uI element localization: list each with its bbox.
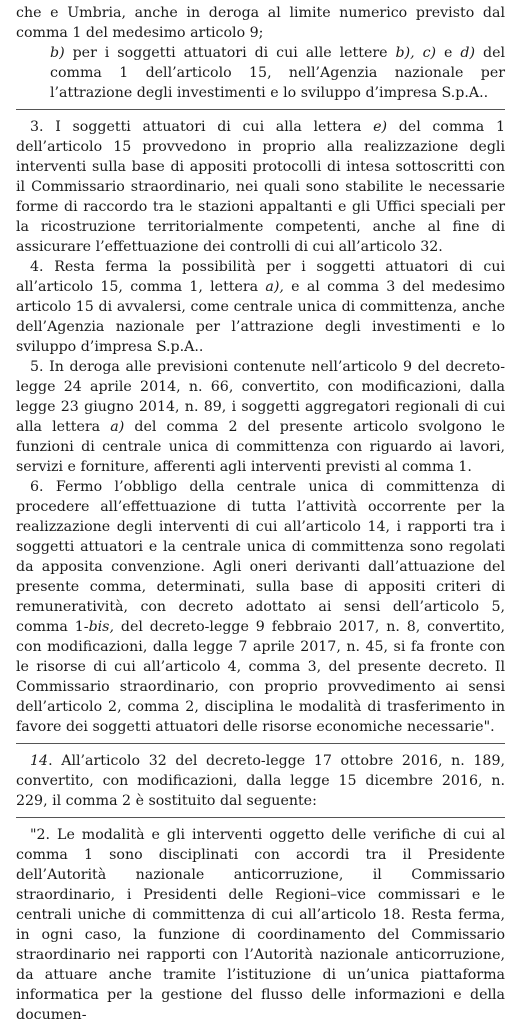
paragraph-6 [16, 477, 505, 737]
p5-text-a: 5. In deroga alle previsioni contenute nell’articolo 9 del decreto-legge 24 aprile 2014, n. 66, convertito, con modificazioni, dalla legge 23 giugno 2014, n. 89, i soggetti aggregatori regionali di cui alla lettera [16, 359, 505, 435]
p4-text-a: 4. Resta ferma la possibilità per i soggetti attuatori di cui all’articolo 15, comma 1, lettera [16, 259, 505, 295]
top-section [16, 3, 505, 103]
p6-text-a: 6. Fermo l’obbligo della centrale unica di committenza di procedere all’effettuazione di tutta l’attività occorrente per la realizzazione degli interventi di cui all’articolo 14, i rapporti tra i soggetti attuatori e la centrale unica di committenza sono regolati da apposita convenzione. Agli oneri derivanti dall’attuazione del presente comma, determinati, sulla base di appositi criteri di remuneratività, con decreto adottato ai sensi dell’articolo 5, comma 1- [16, 479, 505, 635]
p3-text-a: 3. I soggetti attuatori di cui alla lettera [30, 119, 374, 135]
paragraph-3 [16, 117, 505, 257]
p14-number: 14 [30, 753, 49, 769]
p5-letter: a) [110, 419, 125, 435]
item-b-rest: del comma 1 dell’articolo 15, nell’Agenzia nazionale per l’attrazione degli investimenti e lo sviluppo d’impresa S.p.A.. [50, 45, 506, 101]
section-divider [16, 109, 505, 110]
section-divider-2 [16, 743, 505, 744]
p6-bis: bis, [88, 619, 114, 635]
paragraph-5 [16, 357, 505, 477]
p5-text-b: del comma 2 del presente articolo svolgono le funzioni di centrale unica di committenza con riguardo ai lavori, servizi e forniture, afferenti agli interventi previsti al comma 1. [16, 419, 505, 475]
item-b-and: e [436, 45, 461, 61]
item-b-label: b) [50, 45, 65, 61]
item-b-letters: b), c) [395, 45, 437, 61]
p14-text: . All’articolo 32 del decreto-legge 17 ottobre 2016, n. 189, convertito, con modificazioni, dalla legge 15 dicembre 2016, n. 229, il comma 2 è sostituito dal seguente: [16, 753, 505, 809]
p3-letter: e) [373, 119, 388, 135]
item-b-letter-d: d) [460, 45, 476, 61]
continuation-text: che e Umbria, anche in deroga al limite numerico previsto dal comma 1 del medesimo articolo 9; [16, 5, 505, 41]
quoted-comma-2: "2. Le modalità e gli interventi oggetto delle verifiche di cui al comma 1 sono disciplinati con accordi tra il Presidente dell’Autorità nazionale anticorruzione, il Commissario straordinario, i Presidenti delle Regioni–vice commissari e le centrali uniche di committenza di cui all’articolo 18. Resta ferma, in ogni caso, la funzione di coordinamento del Commissario straordinario nei rapporti con l’Autorità nazionale anticorruzione, da attuare anche tramite l’istituzione di un’unica piattaforma informatica per la gestione del flusso delle informazioni e della documen- [16, 827, 505, 1023]
paragraph-4 [16, 257, 505, 357]
p6-text-b: del decreto-legge 9 febbraio 2017, n. 8, convertito, con modificazioni, dalla legge 7 aprile 2017, n. 45, si fa fronte con le risorse di cui all’articolo 4, comma 3, del presente decreto. Il Commissario straordinario, con proprio provvedimento ai sensi dell’articolo 2, comma 2, disciplina le modalità di trasferimento in favore dei soggetti attuatori delle risorse economiche necessarie". [16, 619, 505, 735]
p3-text-b: del comma 1 dell’articolo 15 provvedono in proprio alla realizzazione degli interventi sulla base di appositi protocolli di intesa sottoscritti con il Commissario straordinario, nei quali sono stabilite le necessarie forme di raccordo tra le stazioni appaltanti e gli Uffici speciali per la ricostruzione territorialmente competenti, anche al fine di assicurare l’effettuazione dei controlli di cui all’articolo 32. [16, 119, 505, 255]
quote-section [16, 825, 505, 1025]
p4-text-b: e al comma 3 del medesimo articolo 15 di avvalersi, come centrale unica di committenza, anche dell’Agenzia nazionale per l’attrazione degli investimenti e lo sviluppo d’impresa S.p.A.. [16, 279, 505, 355]
p4-letter: a), [265, 279, 284, 295]
item-b [16, 43, 505, 103]
item-b-text: per i soggetti attuatori di cui alle lettere [64, 45, 396, 61]
amendment-section [16, 751, 505, 811]
section-divider-3 [16, 817, 505, 818]
articles-section [16, 117, 505, 737]
paragraph-14 [16, 751, 505, 811]
